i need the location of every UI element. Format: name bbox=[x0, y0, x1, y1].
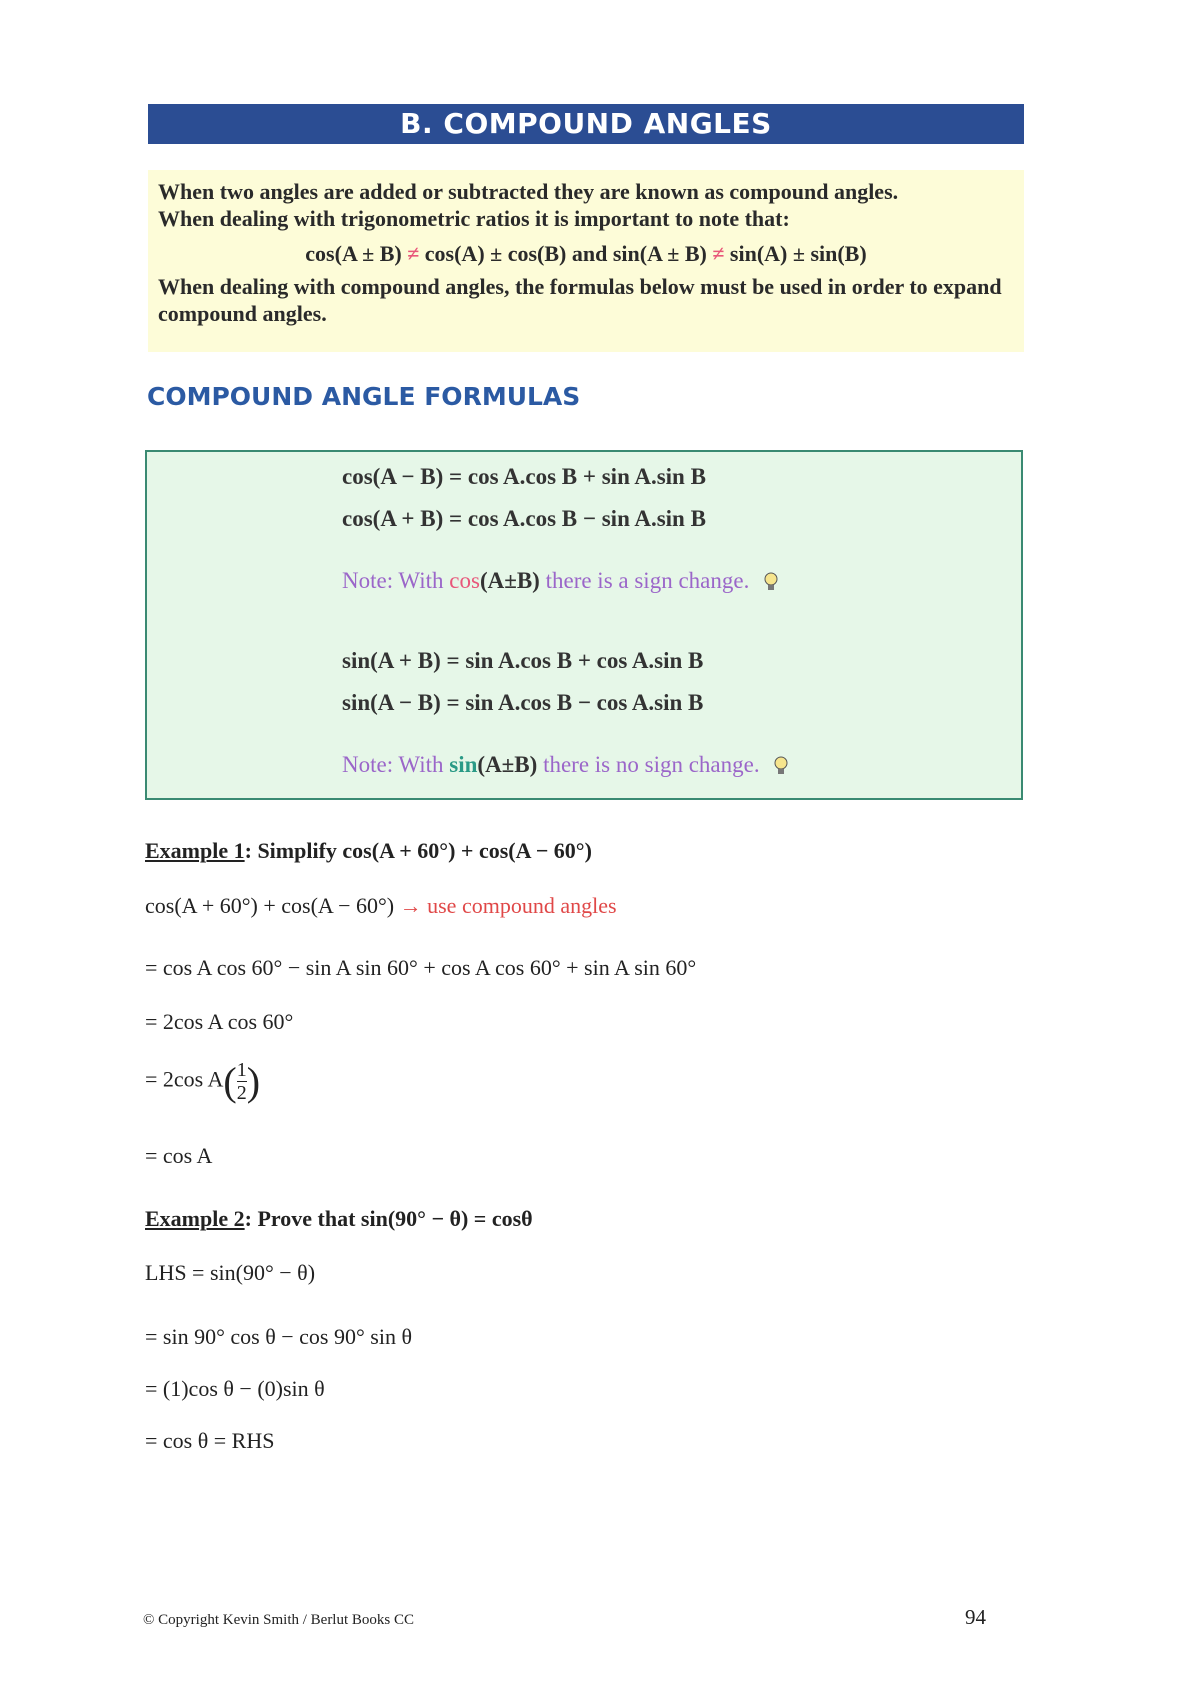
not-equal-symbol-2: ≠ bbox=[712, 241, 725, 266]
example-2-step-2: = sin 90° cos θ − cos 90° sin θ bbox=[145, 1324, 412, 1349]
section-banner: B. COMPOUND ANGLES bbox=[148, 104, 1024, 144]
note-cos-suffix: there is a sign change. bbox=[545, 568, 750, 593]
formula-sin-minus: sin(A − B) = sin A.cos B − cos A.sin B bbox=[342, 690, 704, 715]
formula-box bbox=[145, 450, 1023, 800]
note-sin bbox=[342, 752, 789, 778]
note-cos-fn: cos bbox=[449, 568, 480, 593]
right-paren: ) bbox=[246, 1059, 261, 1104]
not-equal-symbol: ≠ bbox=[407, 241, 420, 266]
section-heading: COMPOUND ANGLE FORMULAS bbox=[147, 382, 581, 411]
example-2-label: Example 2 bbox=[145, 1206, 245, 1231]
example-1-step-2: = cos A cos 60° − sin A sin 60° + cos A cos 60° + sin A sin 60° bbox=[145, 955, 697, 980]
lightbulb-icon bbox=[763, 572, 779, 592]
example-1-step-5: = cos A bbox=[145, 1143, 213, 1168]
ineq-and: and bbox=[571, 241, 608, 266]
ineq-cos-separate: cos(A) ± cos(B) bbox=[424, 241, 567, 266]
example-1-expression: cos(A + 60°) + cos(A − 60°) bbox=[342, 838, 592, 863]
fraction-numerator: 1 bbox=[236, 1059, 247, 1081]
example-1-step-1-note: → use compound angles bbox=[399, 893, 617, 918]
example-2-step-3: = (1)cos θ − (0)sin θ bbox=[145, 1376, 325, 1401]
intro-line-2: When dealing with trigonometric ratios it is important to note that: bbox=[158, 206, 790, 231]
inequality-line bbox=[158, 240, 1014, 267]
footer-copyright: © Copyright Kevin Smith / Berlut Books CC bbox=[143, 1612, 414, 1628]
example-2-step-4: = cos θ = RHS bbox=[145, 1428, 275, 1453]
example-1-step-1-expr: cos(A + 60°) + cos(A − 60°) bbox=[145, 893, 395, 918]
formula-cos-minus: cos(A − B) = cos A.cos B + sin A.sin B bbox=[342, 464, 706, 489]
example-1-step-4-pre: = 2cos A bbox=[145, 1066, 224, 1092]
ineq-sin-compound: sin(A ± B) bbox=[612, 241, 707, 266]
ineq-cos-compound: cos(A ± B) bbox=[305, 241, 402, 266]
ineq-sin-separate: sin(A) ± sin(B) bbox=[729, 241, 867, 266]
lightbulb-icon bbox=[773, 756, 789, 776]
note-sin-prefix: Note: With bbox=[342, 752, 444, 777]
page-number: 94 bbox=[965, 1605, 986, 1629]
note-cos bbox=[342, 568, 779, 594]
note-cos-arg: (A±B) bbox=[479, 568, 540, 593]
left-paren: ( bbox=[223, 1059, 237, 1104]
example-2-heading bbox=[145, 1206, 533, 1232]
example-1-step-1 bbox=[145, 893, 617, 919]
note-sin-arg: (A±B) bbox=[477, 752, 538, 777]
intro-line-1: When two angles are added or subtracted they are known as compound angles. bbox=[158, 179, 899, 204]
example-1-step-3: = 2cos A cos 60° bbox=[145, 1009, 294, 1034]
example-2-expression: sin(90° − θ) = cosθ bbox=[360, 1206, 533, 1231]
intro-box bbox=[148, 170, 1024, 352]
example-1-heading bbox=[145, 838, 592, 864]
example-1-prompt: : Simplify bbox=[244, 838, 337, 863]
formula-cos-plus: cos(A + B) = cos A.cos B − sin A.sin B bbox=[342, 506, 706, 531]
fraction-one-half bbox=[237, 1059, 247, 1104]
example-1-step-4 bbox=[145, 1058, 260, 1105]
note-cos-prefix: Note: With bbox=[342, 568, 444, 593]
example-1-label: Example 1 bbox=[145, 838, 245, 863]
formula-sin-plus: sin(A + B) = sin A.cos B + cos A.sin B bbox=[342, 648, 704, 673]
example-2-step-1: LHS = sin(90° − θ) bbox=[145, 1260, 316, 1285]
fraction-denominator: 2 bbox=[236, 1082, 247, 1104]
note-sin-suffix: there is no sign change. bbox=[543, 752, 760, 777]
intro-line-3: When dealing with compound angles, the formulas below must be used in order to expand compound angles. bbox=[158, 274, 1002, 326]
example-2-prompt: : Prove that bbox=[244, 1206, 356, 1231]
note-sin-fn: sin bbox=[449, 752, 478, 777]
